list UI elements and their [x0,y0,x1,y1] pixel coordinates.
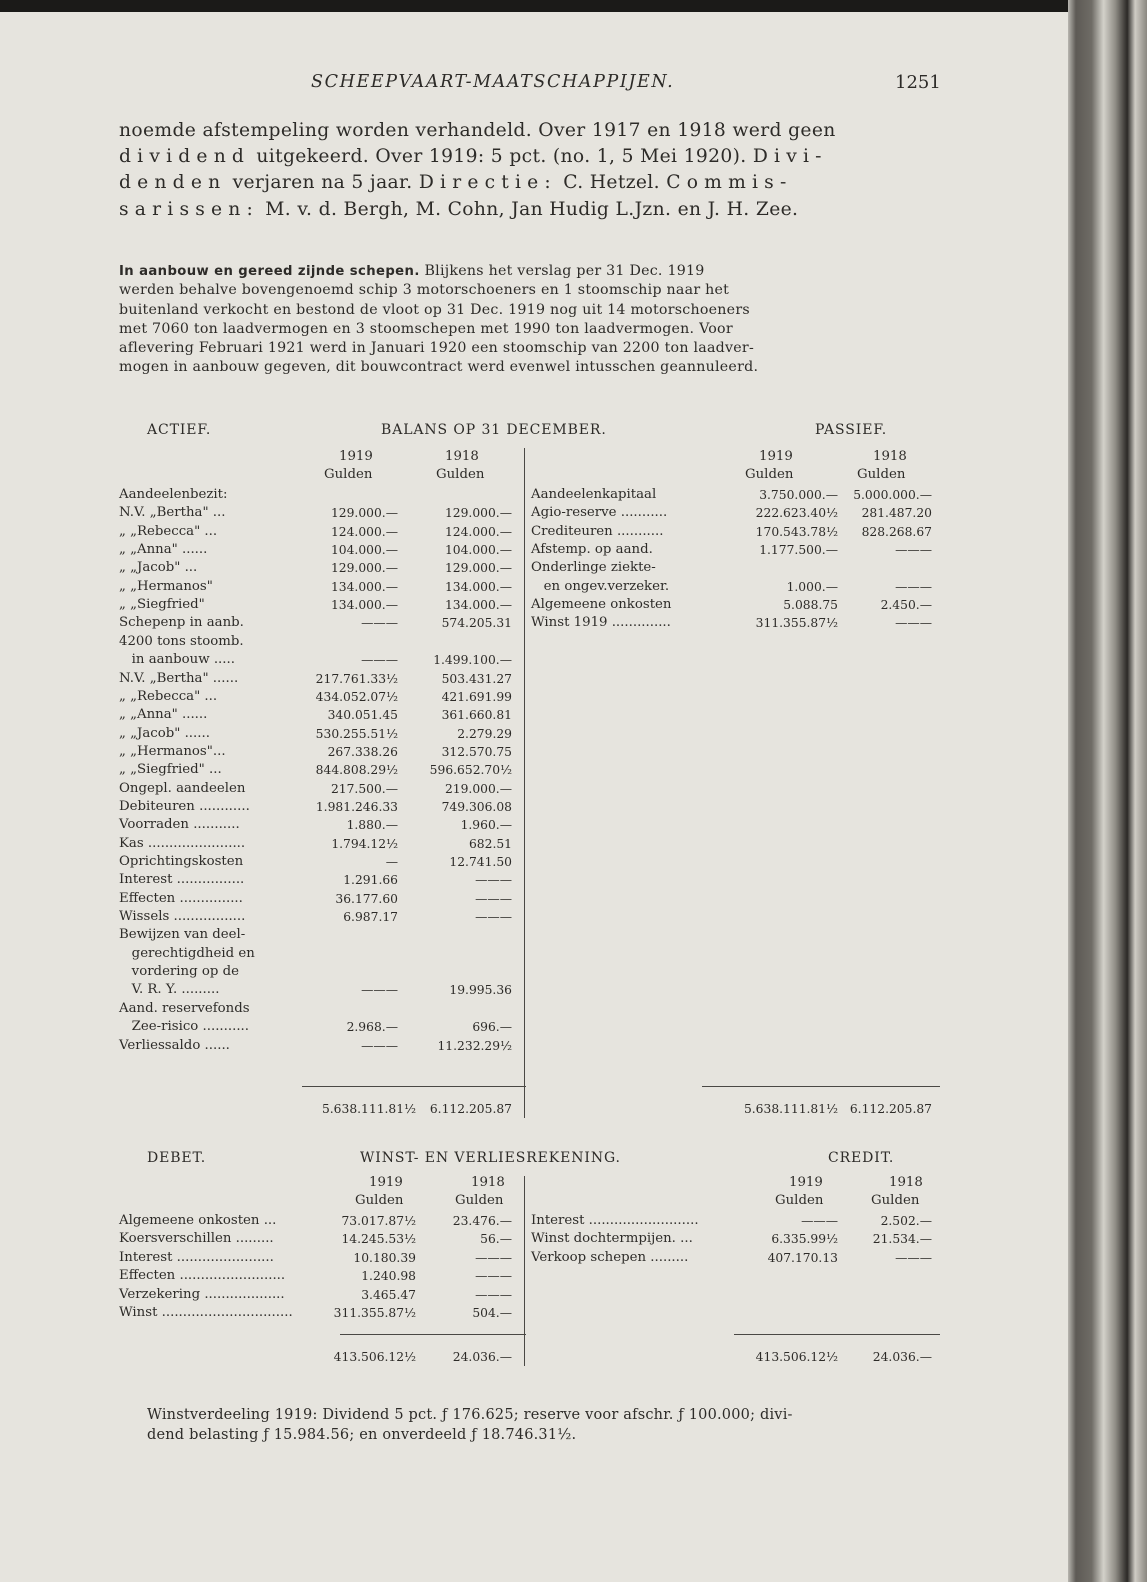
row-label: Aand. reservefonds [119,1000,250,1016]
row-value-1919: 1.794.12½ [331,836,398,851]
row-label: Agio-reserve ........... [531,505,668,521]
row-label: gerechtigdheid en [119,945,255,961]
ships-line: met 7060 ton laadvermogen en 3 stoomschepen met 1990 ton laadvermogen. Voor [119,320,733,337]
row-label: „ „Siegfried" [119,597,205,613]
unit-header: Gulden [871,1193,920,1208]
row-value-1918: ——— [895,616,932,631]
row-value-1918: 2.450.— [880,598,932,613]
passief-total-1918: 6.112.205.87 [849,1102,932,1116]
row-value-1918: 23.476.— [452,1214,512,1228]
row-value-1919: 104.000.— [330,543,398,558]
row-label: Verzekering ................... [119,1286,285,1302]
row-value-1919: 14.245.53½ [341,1232,416,1247]
row-value-1919: 530.255.51½ [315,726,398,741]
ships-paragraph [119,262,942,378]
row-label: Interest ....................... [119,1249,274,1265]
row-label: „ „Jacob" ...... [119,725,210,741]
row-value-1918: 5.000.000.— [853,488,932,502]
book-binding [1068,0,1147,1582]
row-value-1919: 340.051.45 [327,708,398,723]
unit-header: Gulden [857,467,906,482]
row-value-1918: 12.741.50 [449,855,512,869]
row-value-1918: 124.000.— [444,524,512,539]
debet-total-1918: 24.036.— [452,1350,512,1364]
unit-header: Gulden [745,467,794,482]
intro-line: sarissen: M. v. d. Bergh, M. Cohn, Jan Hudig L.Jzn. en J. H. Zee. [119,198,799,220]
intro-paragraph [119,118,942,223]
credit-total-1918: 24.036.— [872,1350,932,1364]
row-value-1919: — [385,855,398,869]
unit-header: Gulden [324,467,373,482]
row-value-1918: 682.51 [468,836,512,851]
intro-line: denden verjaren na 5 jaar. Directie: C. Hetzel. Commis- [119,172,793,194]
running-header: SCHEEPVAART-MAATSCHAPPIJEN. [311,72,675,92]
row-value-1918: 219.000.— [444,781,512,796]
row-label: Oprichtingskosten [119,854,244,869]
row-label: Algemeene onkosten [531,597,672,613]
year-header: 1918 [889,1175,923,1190]
row-value-1918: ——— [475,873,512,888]
row-value-1918: ——— [895,1250,932,1265]
row-label: Aandeelenkapitaal [531,487,657,502]
unit-header: Gulden [455,1193,504,1208]
row-label: „ „Jacob" ... [119,560,198,576]
row-label: Winst 1919 .............. [531,615,671,631]
row-value-1919: ——— [361,653,398,668]
row-value-1918: 1.960.— [460,818,512,833]
row-value-1919: ——— [361,1038,398,1053]
row-label: Winst ............................... [119,1305,293,1320]
row-label: Debiteuren ............ [119,798,250,814]
row-value-1919: 5.088.75 [783,598,838,613]
row-value-1919: ——— [361,983,398,998]
row-value-1919: 267.338.26 [327,744,398,759]
row-value-1919: 73.017.87½ [341,1214,416,1228]
row-value-1919: 129.000.— [330,561,398,576]
total-rule [702,1086,940,1087]
row-value-1919: 1.291.66 [343,873,398,888]
row-value-1919: 2.968.— [346,1020,398,1035]
row-value-1919: ——— [361,616,398,631]
actief-total-1919: 5.638.111.81½ [321,1102,416,1116]
total-rule [340,1334,526,1335]
unit-header: Gulden [355,1193,404,1208]
row-label: Verliessaldo ...... [119,1037,230,1053]
row-value-1919: 3.465.47 [361,1287,416,1302]
row-value-1918: 828.268.67 [861,524,932,539]
total-rule [302,1086,526,1087]
row-value-1919: 124.000.— [330,524,398,539]
profit-distribution-note [147,1405,942,1445]
row-value-1918: 421.691.99 [441,689,512,704]
row-value-1919: 6.335.99½ [771,1232,838,1247]
ships-line: buitenland verkocht en bestond de vloot op 31 Dec. 1919 nog uit 14 motorschoeners [119,301,750,318]
row-value-1919: 134.000.— [330,598,398,613]
intro-line: noemde afstempeling worden verhandeld. Over 1917 en 1918 werd geen [119,120,836,141]
ships-line: mogen in aanbouw gegeven, dit bouwcontract werd evenwel intusschen geannuleerd. [119,359,759,376]
row-value-1918: ——— [475,891,512,906]
row-label: „ „Hermanos" [119,578,213,594]
row-label: 4200 tons stoomb. [119,633,244,649]
page-number: 1251 [895,72,941,93]
year-header: 1919 [789,1175,823,1190]
row-value-1919: 1.880.— [346,818,398,833]
row-label: „ „Hermanos"... [119,743,226,759]
year-header: 1919 [369,1175,403,1190]
row-value-1918: 134.000.— [444,579,512,594]
row-value-1918: 596.652.70½ [429,763,512,778]
row-value-1918: 281.487.20 [861,506,932,521]
row-value-1918: 104.000.— [444,543,512,558]
row-value-1918: 134.000.— [444,598,512,613]
row-label: Algemeene onkosten ... [119,1213,277,1228]
row-value-1919: 1.177.500.— [759,543,838,558]
total-rule [734,1334,940,1335]
row-value-1918: ——— [475,1250,512,1265]
row-label: Verkoop schepen ......... [531,1249,689,1265]
row-value-1919: 222.623.40½ [755,506,838,521]
row-value-1919: 129.000.— [330,506,398,521]
row-value-1918: 503.431.27 [441,671,512,686]
row-value-1918: 749.306.08 [441,799,512,814]
balance-title: BALANS OP 31 DECEMBER. [381,422,607,438]
row-value-1918: 56.— [480,1232,512,1247]
row-value-1919: 434.052.07½ [315,689,398,704]
row-label: in aanbouw ..... [119,652,235,668]
row-label: „ „Anna" ...... [119,707,208,723]
row-label: Winst dochtermpijen. ... [531,1231,693,1247]
row-value-1919: 1.981.246.33 [315,799,398,814]
row-value-1918: 574.205.31 [441,616,512,631]
row-value-1918: 11.232.29½ [437,1038,512,1053]
note-line: Winstverdeeling 1919: Dividend 5 pct. ƒ 176.625; reserve voor afschr. ƒ 100.000; divi- [147,1407,793,1423]
row-value-1919: 311.355.87½ [333,1306,416,1320]
row-value-1919: 134.000.— [330,579,398,594]
actief-total-1918: 6.112.205.87 [429,1102,512,1116]
row-value-1918: ——— [475,1269,512,1284]
row-label: Voorraden ........... [119,817,240,833]
row-value-1918: ——— [475,910,512,925]
row-value-1919: 1.000.— [786,579,838,594]
row-value-1918: 21.534.— [872,1232,932,1247]
row-label: Wissels ................. [119,909,246,925]
ships-line: aflevering Februari 1921 werd in Januari 1920 een stoomschip van 2200 ton laadver- [119,340,754,357]
row-value-1918: 2.502.— [880,1214,932,1228]
intro-line: dividend uitgekeerd. Over 1919: 5 pct. (no. 1, 5 Mei 1920). Divi- [119,146,828,168]
row-label: Ongepl. aandeelen [119,780,246,796]
unit-header: Gulden [775,1193,824,1208]
row-value-1918: ——— [895,579,932,594]
unit-header: Gulden [436,467,485,482]
ships-line: In aanbouw en gereed zijnde schepen. Blijkens het verslag per 31 Dec. 1919 [119,263,705,279]
row-value-1918: 361.660.81 [441,708,512,723]
row-value-1919: 36.177.60 [335,891,398,906]
row-value-1919: 6.987.17 [343,910,398,925]
row-value-1919: 217.500.— [330,781,398,796]
row-value-1918: 129.000.— [444,506,512,521]
year-header: 1918 [445,449,479,464]
row-label: N.V. „Bertha" ... [119,505,226,521]
pnl-title: WINST- EN VERLIESREKENING. [360,1150,621,1166]
year-header: 1918 [873,449,907,464]
column-divider [524,1176,525,1366]
row-value-1918: 129.000.— [444,561,512,576]
row-label: Kas ....................... [119,835,246,851]
row-label: Koersverschillen ......... [119,1231,274,1247]
row-label: en ongev.verzeker. [531,578,670,594]
row-label: Afstemp. op aand. [531,542,653,558]
row-value-1918: 1.499.100.— [433,653,512,668]
row-label: Schepenp in aanb. [119,615,244,631]
row-value-1918: 2.279.29 [457,726,512,741]
row-value-1919: 217.761.33½ [315,671,398,686]
row-value-1919: 311.355.87½ [755,616,838,631]
year-header: 1918 [471,1175,505,1190]
row-value-1919: ——— [801,1214,838,1228]
row-label: vordering op de [119,964,239,980]
year-header: 1919 [759,449,793,464]
row-value-1919: 10.180.39 [353,1250,416,1265]
row-label: Onderlinge ziekte- [531,560,656,576]
year-header: 1919 [339,449,373,464]
row-label: Effecten ............... [119,890,243,906]
row-label: „ „Anna" ...... [119,542,208,558]
row-value-1918: ——— [895,543,932,558]
row-value-1918: 696.— [472,1020,512,1035]
row-label: Aandeelenbezit: [119,487,228,502]
note-line: dend belasting ƒ 15.984.56; en onverdeeld ƒ 18.746.31½. [147,1427,577,1443]
row-label: Bewijzen van deel- [119,927,246,943]
row-label: Zee-risico ........... [119,1019,250,1035]
credit-title: CREDIT. [828,1150,895,1166]
row-label: Effecten ......................... [119,1268,286,1284]
row-label: „ „Rebecca" ... [119,523,218,539]
row-label: „ „Siegfried" ... [119,762,222,778]
row-value-1918: 504.— [472,1306,512,1320]
ships-heading: In aanbouw en gereed zijnde schepen. [119,264,420,279]
row-value-1919: 407.170.13 [767,1250,838,1265]
row-value-1919: 1.240.98 [361,1269,416,1284]
row-value-1918: 19.995.36 [449,983,512,998]
row-label: N.V. „Bertha" ...... [119,670,239,686]
passief-total-1919: 5.638.111.81½ [743,1102,838,1116]
row-value-1919: 3.750.000.— [759,488,838,502]
row-value-1918: 312.570.75 [441,744,512,759]
row-label: Crediteuren ........... [531,523,664,539]
row-label: Interest ................ [119,872,245,888]
row-value-1919: 844.808.29½ [315,763,398,778]
row-value-1919: 170.543.78½ [755,524,838,539]
actief-title: ACTIEF. [147,422,212,438]
debet-title: DEBET. [147,1150,207,1166]
column-divider [524,448,525,1118]
row-value-1918: ——— [475,1287,512,1302]
row-label: V. R. Y. ......... [119,982,220,998]
passief-title: PASSIEF. [815,422,888,438]
debet-total-1919: 413.506.12½ [333,1350,416,1364]
ships-line: werden behalve bovengenoemd schip 3 motorschoeners en 1 stoomschip naar het [119,282,730,299]
row-label: Interest .......................... [531,1213,699,1228]
row-label: „ „Rebecca" ... [119,688,218,704]
credit-total-1919: 413.506.12½ [755,1350,838,1364]
